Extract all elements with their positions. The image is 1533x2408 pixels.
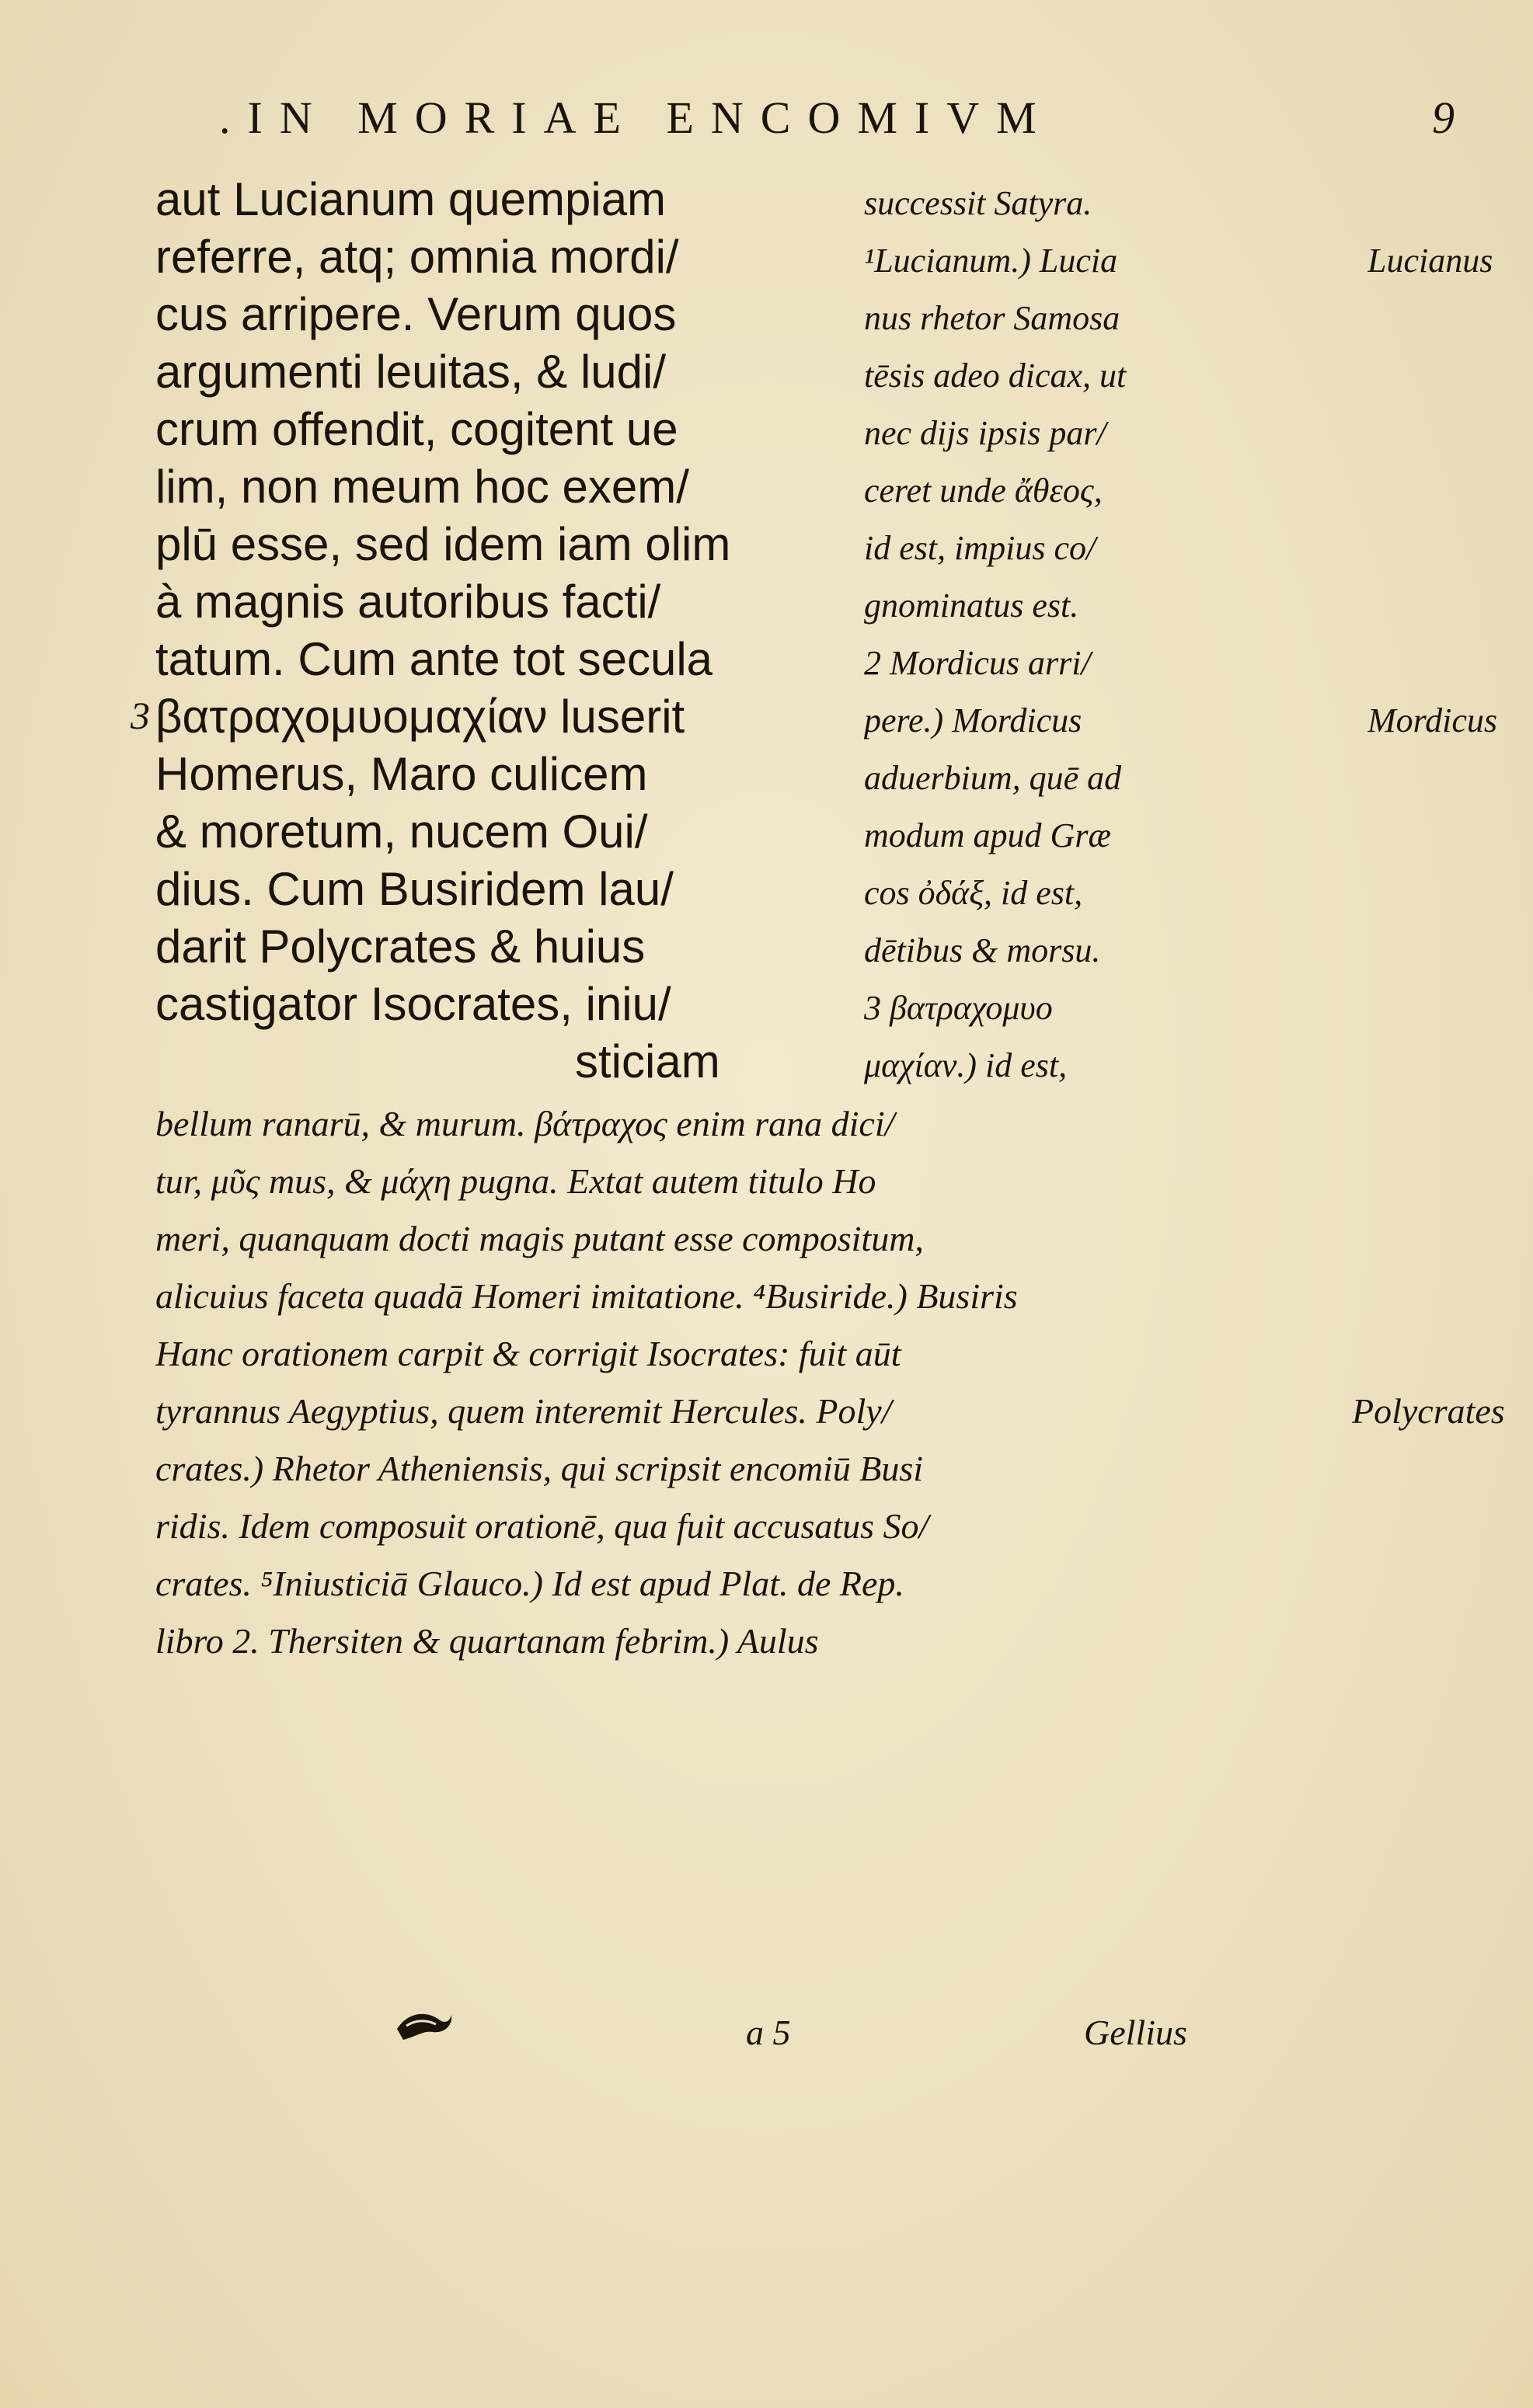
note-line: bellum ranarū, & murum. βάτραχος enim rana dici/ (155, 1104, 895, 1143)
gloss-line: nus rhetor Samosa (864, 299, 1120, 337)
margin-keyword: Mordicus (1368, 701, 1498, 739)
gloss-line: ceret unde ἄθεος, (864, 472, 1103, 510)
note-line: Hanc orationem carpit & corrigit Isocrates: fuit aūt (155, 1334, 901, 1373)
note-line: libro 2. Thersiten & quartanam febrim.) Aulus (155, 1621, 819, 1661)
gloss-line: dētibus & morsu. (864, 931, 1101, 969)
note-line: tyrannus Aegyptius, quem interemit Hercules. Poly/ (155, 1391, 892, 1431)
margin-keyword: Lucianus (1368, 242, 1493, 280)
note-line: alicuius faceta quadā Homeri imitatione. ⁴Busiride.) Busiris (155, 1276, 1018, 1316)
signature-mark: a 5 (746, 2013, 791, 2052)
main-text-line: lim, non meum hoc exem/ (155, 461, 689, 513)
main-text-line: castigator Isocrates, iniu/ (155, 978, 671, 1030)
note-line: tur, μῦς mus, & μάχη pugna. Extat autem titulo Ho (155, 1161, 876, 1201)
gloss-line: cos ὀδάξ, id est, (864, 874, 1083, 912)
main-text-line: referre, atq; omnia mordi/ (155, 231, 679, 283)
gloss-line: successit Satyra. (864, 184, 1092, 222)
note-line: meri, quanquam docti magis putant esse compositum, (155, 1219, 924, 1258)
line-number-mark: 3 (131, 694, 150, 737)
main-text-line: βατραχομυομαχίαν luserit (155, 691, 685, 743)
main-text-line: aut Lucianum quempiam (155, 173, 667, 225)
main-text-line: à magnis autoribus facti/ (155, 576, 661, 628)
gloss-line: gnominatus est. (864, 586, 1079, 625)
folio-number: 9 (1432, 92, 1455, 143)
main-text-line: & moretum, nucem Oui/ (155, 806, 648, 858)
main-text-line: plū esse, sed idem iam olim (155, 518, 731, 570)
gloss-line: tēsis adeo dicax, ut (864, 357, 1127, 395)
fleuron-ornament-icon (392, 2003, 455, 2049)
main-text-line: dius. Cum Busiridem lau/ (155, 863, 674, 915)
main-text-line: Homerus, Maro culicem (155, 748, 648, 800)
gloss-line: nec dijs ipsis par/ (864, 414, 1106, 452)
main-text-line: crum offendit, cogitent ue (155, 403, 678, 455)
gloss-line: ¹Lucianum.) Lucia (864, 242, 1118, 280)
gloss-line: modum apud Græ (864, 816, 1111, 854)
main-text-line: darit Polycrates & huius (155, 920, 646, 973)
note-line: crates.) Rhetor Atheniensis, qui scripsit encomiū Busi (155, 1449, 924, 1488)
margin-keyword: Polycrates (1352, 1391, 1505, 1431)
main-text-line: argumenti leuitas, & ludi/ (155, 346, 667, 398)
gloss-line: pere.) Mordicus (864, 701, 1082, 739)
running-head (219, 92, 1478, 154)
main-text-line: cus arripere. Verum quos (155, 288, 677, 340)
gloss-line: id est, impius co/ (864, 529, 1096, 567)
gloss-line: μαχίαν.) id est, (864, 1046, 1068, 1084)
main-text-line: tatum. Cum ante tot secula (155, 633, 713, 685)
gloss-line: 3 βατραχομυο (864, 989, 1053, 1027)
running-head-title: .IN MORIAE ENCOMIVM (219, 92, 1054, 143)
main-text-line: sticiam (575, 1035, 720, 1087)
note-line: crates. ⁵Iniusticiā Glauco.) Id est apud Plat. de Rep. (155, 1564, 904, 1603)
gloss-line: aduerbium, quē ad (864, 759, 1122, 797)
gloss-line: 2 Mordicus arri/ (864, 644, 1091, 682)
note-line: ridis. Idem composuit orationē, qua fuit accusatus So/ (155, 1506, 929, 1546)
catchword: Gellius (1084, 2013, 1187, 2052)
